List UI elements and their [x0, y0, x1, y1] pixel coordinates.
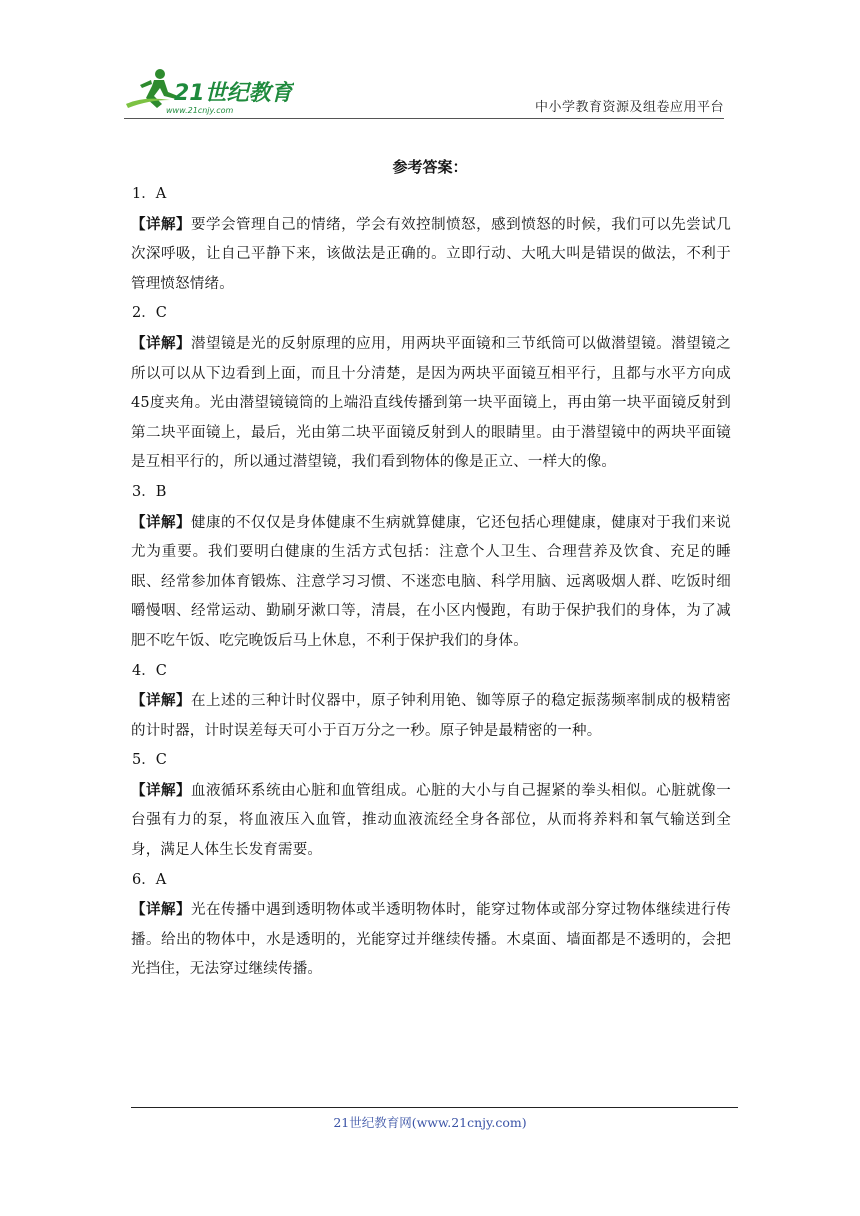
answer-explanation — [131, 508, 731, 657]
explanation-tag: 【详解】 — [131, 901, 192, 919]
explanation-tag: 【详解】 — [131, 781, 192, 799]
runner-icon — [126, 69, 178, 108]
logo-text: 21世纪教育 — [174, 81, 293, 106]
answer-item — [131, 866, 731, 985]
platform-name: 中小学教育资源及组卷应用平台 — [534, 100, 724, 115]
header-divider — [124, 118, 724, 119]
answer-explanation — [131, 895, 731, 985]
answer-number: 4．C — [132, 662, 167, 679]
explanation-text: 在上述的三种计时仪器中，原子钟利用铯、铷等原子的稳定振荡频率制成的极精密的计时器，计时误差每天可小于百万分之一秒。原子钟是最精密的一种。 — [131, 693, 731, 739]
explanation-text: 健康的不仅仅是身体健康不生病就算健康，它还包括心理健康，健康对于我们来说尤为重要。我们要明白健康的生活方式包括：注意个人卫生、合理营养及饮食、充足的睡眠、经常参加体育锻炼、注意学习习惯、不迷恋电脑、科学用脑、远离吸烟人群、吃饭时细嚼慢咽、经常运动、勤刷牙漱口等，清晨，在小区内慢跑，有助于保护我们的身体，为了减肥不吃午饭、吃完晚饭后马上休息，不利于保护我们的身体。 — [131, 514, 731, 649]
answer-explanation — [131, 210, 731, 300]
page-title: 参考答案： — [392, 158, 468, 176]
answer-item — [131, 478, 731, 657]
answer-explanation — [131, 329, 731, 478]
footer-divider — [131, 1107, 738, 1108]
answer-number: 1．A — [132, 186, 167, 202]
site-logo — [124, 66, 294, 116]
explanation-text: 潜望镜是光的反射原理的应用，用两块平面镜和三节纸筒可以做潜望镜。潜望镜之所以可以从下边看到上面，而且十分清楚，是因为两块平面镜互相平行，且都与水平方向成45度夹角。光由潜望镜镜筒的上端沿直线传播到第一块平面镜上，再由第一块平面镜反射到第二块平面镜上，最后，光由第二块平面镜反射到人的眼睛里。由于潜望镜中的两块平面镜是互相平行的，所以通过潜望镜，我们看到物体的像是正立、一样大的像。 — [131, 335, 731, 471]
answer-item — [131, 657, 731, 747]
explanation-tag: 【详解】 — [131, 692, 192, 710]
answer-list — [131, 180, 731, 985]
explanation-text: 光在传播中遇到透明物体或半透明物体时，能穿过物体或部分穿过物体继续进行传播。给出的物体中，水是透明的，光能穿过并继续传播。木桌面、墙面都是不透明的，会把光挡住，无法穿过继续传播。 — [131, 902, 731, 978]
answer-number: 6．A — [132, 871, 167, 888]
answer-number: 5．C — [132, 752, 167, 769]
explanation-text: 要学会管理自己的情绪，学会有效控制愤怒，感到愤怒的时候，我们可以先尝试几次深呼吸，让自己平静下来，该做法是正确的。立即行动、大吼大叫是错误的做法，不利于管理愤怒情绪。 — [131, 216, 731, 292]
answer-item — [131, 180, 731, 299]
explanation-tag: 【详解】 — [131, 215, 192, 233]
explanation-tag: 【详解】 — [131, 513, 192, 531]
answer-item — [131, 746, 731, 865]
footer-link[interactable]: 21世纪教育网(www.21cnjy.com) — [333, 1115, 527, 1130]
answer-explanation — [131, 686, 731, 746]
answer-number: 3．B — [132, 483, 167, 500]
answer-explanation — [131, 776, 731, 866]
logo-url: www.21cnjy.com — [166, 106, 234, 115]
explanation-text: 血液循环系统由心脏和血管组成。心脏的大小与自己握紧的拳头相似。心脏就像一台强有力的泵，将血液压入血管，推动血液流经全身各部位，从而将养料和氧气输送到全身，满足人体生长发育需要。 — [131, 782, 731, 859]
answer-item — [131, 299, 731, 478]
explanation-tag: 【详解】 — [131, 334, 192, 352]
answer-number: 2．C — [132, 305, 167, 322]
